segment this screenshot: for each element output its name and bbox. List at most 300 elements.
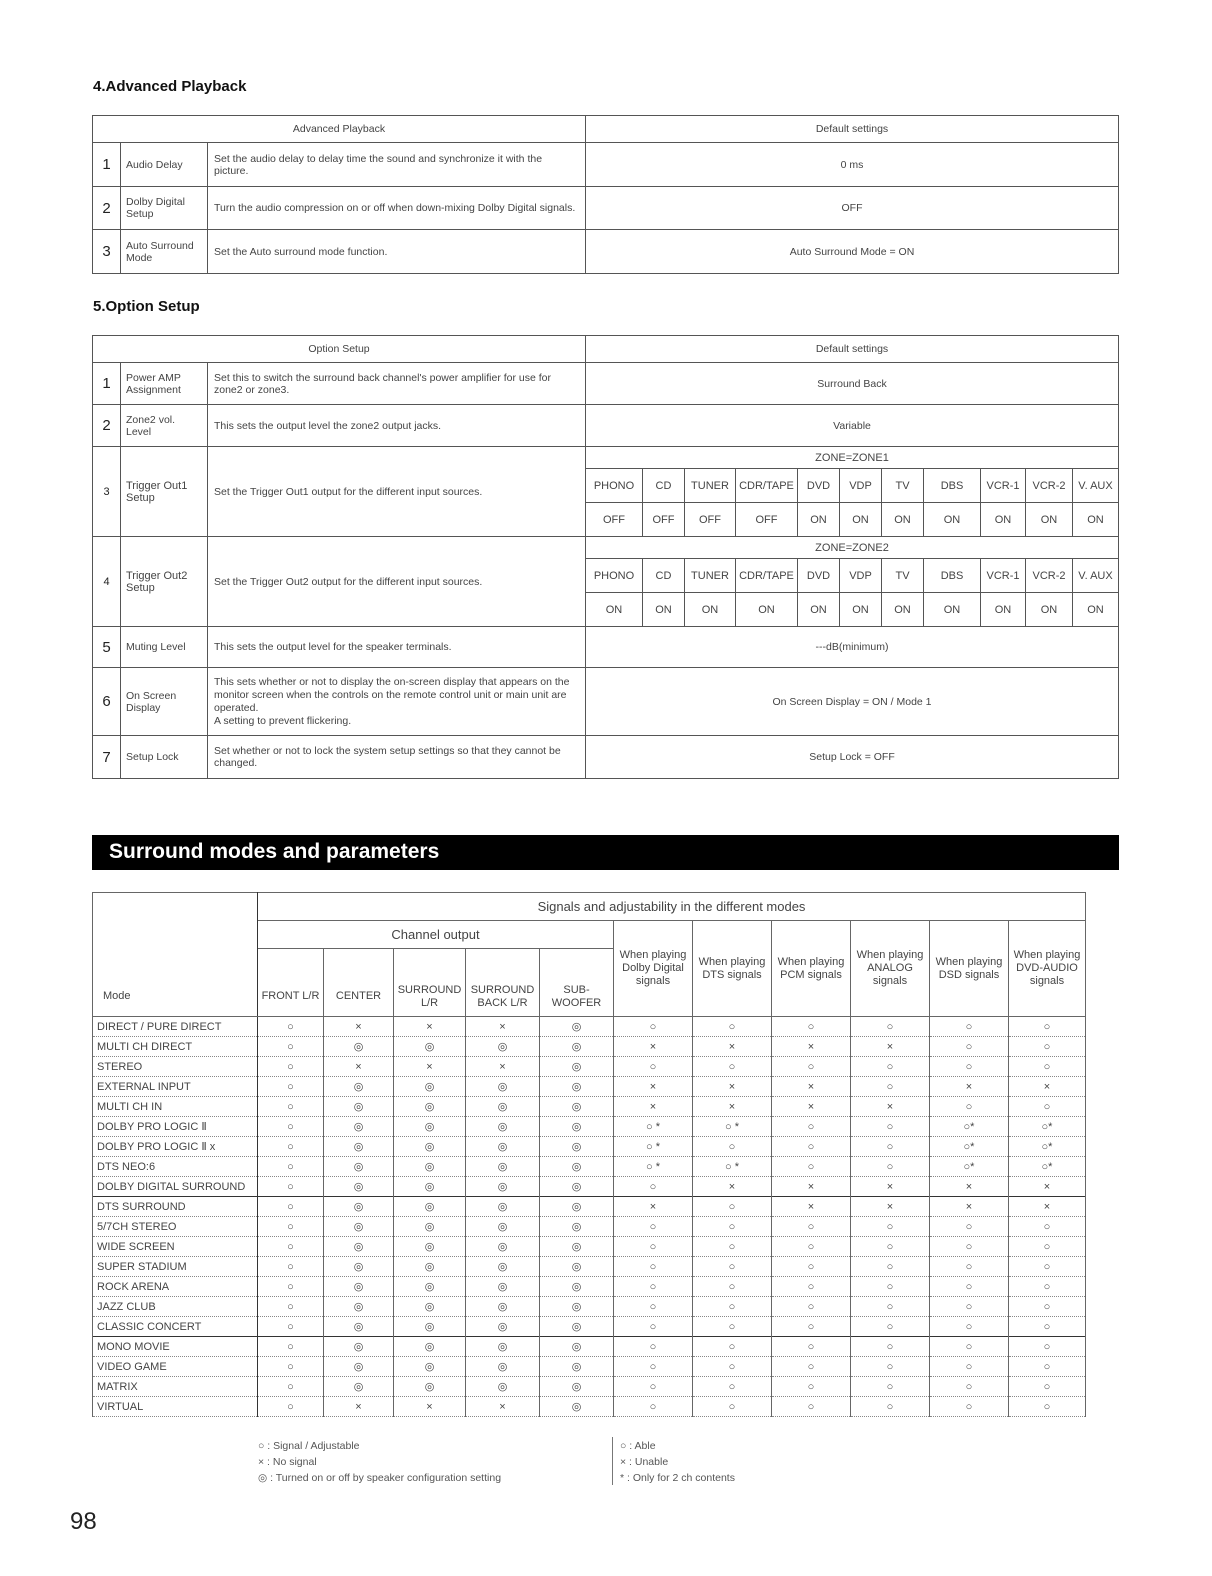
mode-value: ◎ xyxy=(466,1357,540,1377)
setting-name: Auto Surround Mode xyxy=(121,230,208,274)
table-row xyxy=(93,1197,1086,1217)
mode-value: ◎ xyxy=(540,1197,614,1217)
mode-value: ○ xyxy=(1009,1297,1086,1317)
mode-value: × xyxy=(1009,1077,1086,1097)
row-number: 5 xyxy=(93,627,121,668)
trigger-value: ON xyxy=(798,503,840,537)
mode-value: ◎ xyxy=(540,1237,614,1257)
setting-name: Audio Delay xyxy=(121,143,208,187)
source-vdp: VDP xyxy=(840,559,882,593)
mode-value: ◎ xyxy=(540,1157,614,1177)
mode-value: × xyxy=(614,1077,693,1097)
table-row xyxy=(93,1297,1086,1317)
mode-value: × xyxy=(324,1057,394,1077)
legend-item: ○ : Able xyxy=(620,1440,656,1452)
mode-value: ○ xyxy=(258,1097,324,1117)
source-vdp: VDP xyxy=(840,469,882,503)
setting-description: This sets the output level for the speaker terminals. xyxy=(208,627,586,668)
mode-value: ◎ xyxy=(394,1337,466,1357)
source-vcr-2: VCR-2 xyxy=(1026,469,1073,503)
mode-name: MATRIX xyxy=(93,1377,258,1397)
setting-description: Set the audio delay to delay time the sound and synchronize it with the picture. xyxy=(208,143,586,187)
mode-value: ◎ xyxy=(540,1057,614,1077)
mode-value: × xyxy=(394,1017,466,1037)
setting-name: Muting Level xyxy=(121,627,208,668)
mode-value: × xyxy=(1009,1197,1086,1217)
table-row xyxy=(93,1257,1086,1277)
mode-value: ◎ xyxy=(466,1297,540,1317)
table-row xyxy=(93,447,1119,469)
mode-value: ○ xyxy=(772,1297,851,1317)
mode-value: ◎ xyxy=(324,1117,394,1137)
mode-value: ○ xyxy=(614,1317,693,1337)
mode-value: × xyxy=(772,1097,851,1117)
source-tv: TV xyxy=(882,559,924,593)
mode-value: ○ xyxy=(258,1057,324,1077)
mode-value: × xyxy=(324,1397,394,1417)
mode-value: ○ xyxy=(930,1097,1009,1117)
mode-value: ◎ xyxy=(540,1037,614,1057)
table-row xyxy=(93,1097,1086,1117)
legend-item: * : Only for 2 ch contents xyxy=(620,1472,735,1484)
legend-right xyxy=(620,1438,735,1486)
mode-value: × xyxy=(693,1077,772,1097)
mode-value: ○ xyxy=(1009,1257,1086,1277)
mode-name: VIRTUAL xyxy=(93,1397,258,1417)
legend-item: ◎ : Turned on or off by speaker configuration setting xyxy=(258,1472,502,1484)
mode-value: ◎ xyxy=(324,1157,394,1177)
col-header-dvd-audio: When playing DVD-AUDIO signals xyxy=(1009,921,1086,1017)
mode-value: ○ xyxy=(1009,1377,1086,1397)
mode-value: ○ xyxy=(693,1317,772,1337)
mode-value: ◎ xyxy=(466,1217,540,1237)
mode-value: ◎ xyxy=(540,1077,614,1097)
mode-value: ◎ xyxy=(324,1197,394,1217)
col-header-dts: When playing DTS signals xyxy=(693,921,772,1017)
mode-value: ◎ xyxy=(466,1157,540,1177)
mode-value: ◎ xyxy=(466,1037,540,1057)
trigger-value: ON xyxy=(1026,503,1073,537)
mode-value: ○ xyxy=(614,1337,693,1357)
table-row xyxy=(93,187,1119,230)
mode-value: ○ xyxy=(1009,1037,1086,1057)
mode-value: ○ xyxy=(693,1277,772,1297)
mode-value: × xyxy=(466,1057,540,1077)
source-tuner: TUNER xyxy=(685,559,736,593)
mode-value: × xyxy=(394,1397,466,1417)
surround-modes-banner xyxy=(92,835,1119,870)
mode-value: ◎ xyxy=(540,1297,614,1317)
mode-value: ○ xyxy=(258,1077,324,1097)
table-row xyxy=(93,537,1119,559)
mode-value: ◎ xyxy=(466,1277,540,1297)
section-title-option-setup: 5.Option Setup xyxy=(93,298,200,315)
mode-value: ○ xyxy=(693,1137,772,1157)
table-row xyxy=(93,1017,1086,1037)
mode-value: ○ xyxy=(693,1297,772,1317)
mode-value: ○ * xyxy=(614,1137,693,1157)
mode-value: × xyxy=(772,1197,851,1217)
default-value: ---dB(minimum) xyxy=(586,627,1119,668)
mode-value: ◎ xyxy=(324,1137,394,1157)
mode-value: ○ xyxy=(258,1117,324,1137)
trigger-value: ON xyxy=(685,593,736,627)
mode-value: ◎ xyxy=(540,1277,614,1297)
mode-value: ○ xyxy=(614,1277,693,1297)
trigger-value: ON xyxy=(882,503,924,537)
setting-name: Trigger Out2 Setup xyxy=(121,537,208,627)
mode-value: ◎ xyxy=(324,1377,394,1397)
mode-value: ○ xyxy=(258,1377,324,1397)
mode-name: MULTI CH IN xyxy=(93,1097,258,1117)
source-dbs: DBS xyxy=(924,469,981,503)
mode-value: ◎ xyxy=(324,1257,394,1277)
mode-value: × xyxy=(772,1077,851,1097)
setting-description: Turn the audio compression on or off when down-mixing Dolby Digital signals. xyxy=(208,187,586,230)
mode-value: ○ xyxy=(614,1297,693,1317)
table-row xyxy=(93,1037,1086,1057)
banner-title: Surround modes and parameters xyxy=(109,840,440,863)
mode-value: ○ xyxy=(258,1217,324,1237)
mode-value: ○ xyxy=(851,1397,930,1417)
mode-value: ○ xyxy=(693,1397,772,1417)
mode-value: ○ xyxy=(258,1337,324,1357)
trigger-value: ON xyxy=(643,593,685,627)
description-text: This sets whether or not to display the on-screen display that appears on the monitor screen when the controls on the remote control unit or main unit are operated. xyxy=(214,675,570,714)
mode-name: DOLBY PRO LOGIC Ⅱ x xyxy=(93,1137,258,1157)
mode-value: ○ xyxy=(693,1197,772,1217)
source-tuner: TUNER xyxy=(685,469,736,503)
mode-value: ◎ xyxy=(394,1137,466,1157)
mode-value: ◎ xyxy=(394,1197,466,1217)
mode-value: ○ xyxy=(614,1357,693,1377)
mode-value: ◎ xyxy=(394,1257,466,1277)
table-row xyxy=(93,1117,1086,1137)
row-number: 3 xyxy=(93,447,121,537)
source-cdr-tape: CDR/TAPE xyxy=(736,469,798,503)
mode-value: ○ xyxy=(258,1137,324,1157)
mode-value: × xyxy=(851,1197,930,1217)
mode-value: × xyxy=(614,1197,693,1217)
mode-value: × xyxy=(614,1097,693,1117)
mode-value: ○ xyxy=(930,1397,1009,1417)
trigger-value: ON xyxy=(840,593,882,627)
trigger-value: ON xyxy=(1073,503,1119,537)
mode-name: DTS NEO:6 xyxy=(93,1157,258,1177)
col-header-option-setup: Option Setup xyxy=(93,336,586,363)
mode-value: ◎ xyxy=(324,1277,394,1297)
table-row xyxy=(93,143,1119,187)
trigger-value: ON xyxy=(924,593,981,627)
mode-value: ◎ xyxy=(466,1137,540,1157)
col-header-subwoofer: SUB-WOOFER xyxy=(540,949,614,1017)
source-cd: CD xyxy=(643,559,685,593)
mode-value: ◎ xyxy=(324,1317,394,1337)
source-vcr-1: VCR-1 xyxy=(981,469,1026,503)
trigger-value: ON xyxy=(736,593,798,627)
mode-value: ◎ xyxy=(324,1097,394,1117)
mode-value: ○ xyxy=(258,1257,324,1277)
mode-value: ○ xyxy=(1009,1397,1086,1417)
mode-value: ○ xyxy=(851,1277,930,1297)
mode-value: ○ xyxy=(693,1337,772,1357)
row-number: 1 xyxy=(93,143,121,187)
setting-description: Set the Auto surround mode function. xyxy=(208,230,586,274)
mode-value: ○ xyxy=(772,1217,851,1237)
mode-value: ◎ xyxy=(394,1277,466,1297)
source-vcr-2: VCR-2 xyxy=(1026,559,1073,593)
mode-name: DOLBY DIGITAL SURROUND xyxy=(93,1177,258,1197)
mode-value: ○ * xyxy=(614,1117,693,1137)
mode-value: ○ xyxy=(851,1057,930,1077)
trigger-value: ON xyxy=(1026,593,1073,627)
setting-description xyxy=(208,668,586,736)
table-row xyxy=(93,363,1119,405)
mode-value: ○ xyxy=(930,1237,1009,1257)
mode-value: ○ xyxy=(772,1397,851,1417)
mode-value: × xyxy=(1009,1177,1086,1197)
table-row xyxy=(93,405,1119,447)
mode-value: ◎ xyxy=(540,1017,614,1037)
source-dvd: DVD xyxy=(798,469,840,503)
legend-item: × : Unable xyxy=(620,1456,669,1468)
mode-value: ○ xyxy=(1009,1337,1086,1357)
mode-value: ○ xyxy=(1009,1317,1086,1337)
mode-value: ○* xyxy=(1009,1117,1086,1137)
mode-value: ◎ xyxy=(394,1237,466,1257)
mode-value: ○ xyxy=(258,1237,324,1257)
row-number: 2 xyxy=(93,405,121,447)
mode-value: ○ xyxy=(1009,1017,1086,1037)
col-header-surround: SURROUND L/R xyxy=(394,949,466,1017)
setting-name: Setup Lock xyxy=(121,736,208,779)
mode-value: ◎ xyxy=(394,1377,466,1397)
mode-value: ○ xyxy=(614,1177,693,1197)
mode-value: ◎ xyxy=(540,1217,614,1237)
trigger-value: OFF xyxy=(685,503,736,537)
mode-value: ○ xyxy=(1009,1097,1086,1117)
mode-value: ○ xyxy=(258,1357,324,1377)
trigger-value: ON xyxy=(586,593,643,627)
mode-value: ○* xyxy=(930,1137,1009,1157)
source-dbs: DBS xyxy=(924,559,981,593)
trigger-value: OFF xyxy=(643,503,685,537)
mode-value: × xyxy=(693,1097,772,1117)
mode-value: ○ xyxy=(614,1217,693,1237)
trigger-value: ON xyxy=(840,503,882,537)
trigger-value: OFF xyxy=(736,503,798,537)
mode-value: ◎ xyxy=(394,1037,466,1057)
mode-name: STEREO xyxy=(93,1057,258,1077)
source-v-aux: V. AUX xyxy=(1073,559,1119,593)
mode-value: ○ xyxy=(851,1237,930,1257)
mode-value: × xyxy=(693,1037,772,1057)
table-row xyxy=(93,668,1119,736)
row-number: 4 xyxy=(93,537,121,627)
mode-value: × xyxy=(466,1017,540,1037)
mode-value: ◎ xyxy=(466,1077,540,1097)
mode-value: ○ xyxy=(851,1317,930,1337)
mode-value: ○ xyxy=(772,1057,851,1077)
mode-name: 5/7CH STEREO xyxy=(93,1217,258,1237)
table-row xyxy=(93,1137,1086,1157)
mode-value: ○ xyxy=(930,1317,1009,1337)
mode-value: × xyxy=(614,1037,693,1057)
mode-value: ○* xyxy=(1009,1137,1086,1157)
row-number: 6 xyxy=(93,668,121,736)
zone-label: ZONE=ZONE1 xyxy=(586,447,1119,469)
mode-value: ○ xyxy=(851,1077,930,1097)
table-row xyxy=(93,1377,1086,1397)
table-row xyxy=(93,1397,1086,1417)
mode-value: ○ xyxy=(851,1137,930,1157)
trigger-value: ON xyxy=(981,503,1026,537)
mode-value: ○ xyxy=(930,1277,1009,1297)
mode-value: ○ xyxy=(1009,1217,1086,1237)
mode-value: ◎ xyxy=(466,1237,540,1257)
trigger-value: ON xyxy=(882,593,924,627)
col-header-dolby-digital: When playing Dolby Digital signals xyxy=(614,921,693,1017)
mode-value: ○ xyxy=(930,1377,1009,1397)
mode-value: × xyxy=(851,1177,930,1197)
mode-value: ○ xyxy=(772,1257,851,1277)
option-setup-table xyxy=(92,335,1119,779)
mode-value: ◎ xyxy=(324,1297,394,1317)
mode-value: ○ xyxy=(258,1297,324,1317)
mode-value: ○ xyxy=(693,1237,772,1257)
mode-value: ◎ xyxy=(324,1237,394,1257)
mode-value: ◎ xyxy=(394,1357,466,1377)
mode-name: ROCK ARENA xyxy=(93,1277,258,1297)
row-number: 1 xyxy=(93,363,121,405)
table-row xyxy=(93,1317,1086,1337)
mode-value: ○ xyxy=(930,1357,1009,1377)
mode-value: ◎ xyxy=(466,1257,540,1277)
mode-value: × xyxy=(930,1177,1009,1197)
default-value: Setup Lock = OFF xyxy=(586,736,1119,779)
table-row xyxy=(93,1337,1086,1357)
mode-value: ◎ xyxy=(540,1137,614,1157)
mode-value: × xyxy=(394,1057,466,1077)
mode-value: ○ xyxy=(930,1037,1009,1057)
mode-value: ◎ xyxy=(324,1337,394,1357)
mode-value: ○ xyxy=(1009,1057,1086,1077)
mode-value: ○ xyxy=(772,1157,851,1177)
col-header-dsd: When playing DSD signals xyxy=(930,921,1009,1017)
setting-name: On Screen Display xyxy=(121,668,208,736)
mode-name: SUPER STADIUM xyxy=(93,1257,258,1277)
mode-value: ○ xyxy=(258,1317,324,1337)
mode-value: ○ xyxy=(851,1257,930,1277)
col-header-center: CENTER xyxy=(324,949,394,1017)
mode-value: ○ xyxy=(258,1277,324,1297)
mode-value: ○ xyxy=(1009,1357,1086,1377)
mode-value: ○ xyxy=(614,1057,693,1077)
mode-value: ○ xyxy=(772,1377,851,1397)
trigger-value: OFF xyxy=(586,503,643,537)
setting-name: Dolby Digital Setup xyxy=(121,187,208,230)
mode-value: ◎ xyxy=(324,1037,394,1057)
mode-value: ◎ xyxy=(540,1097,614,1117)
mode-value: ○ xyxy=(614,1017,693,1037)
trigger-value: ON xyxy=(981,593,1026,627)
setting-name: Trigger Out1 Setup xyxy=(121,447,208,537)
legend-item: × : No signal xyxy=(258,1456,317,1468)
mode-name: MULTI CH DIRECT xyxy=(93,1037,258,1057)
default-value: 0 ms xyxy=(586,143,1119,187)
trigger-value: ON xyxy=(798,593,840,627)
mode-value: ○ xyxy=(772,1237,851,1257)
table-row xyxy=(93,1237,1086,1257)
mode-value: ○* xyxy=(1009,1157,1086,1177)
mode-value: ◎ xyxy=(540,1357,614,1377)
mode-header: Mode xyxy=(93,893,258,1017)
setting-name: Power AMP Assignment xyxy=(121,363,208,405)
table-row xyxy=(93,1177,1086,1197)
mode-value: ○ xyxy=(693,1017,772,1037)
col-header-advanced-playback: Advanced Playback xyxy=(93,116,586,143)
mode-value: ◎ xyxy=(394,1177,466,1197)
setting-description: Set the Trigger Out1 output for the different input sources. xyxy=(208,447,586,537)
mode-value: ○ xyxy=(772,1017,851,1037)
mode-value: ◎ xyxy=(466,1117,540,1137)
mode-value: × xyxy=(851,1037,930,1057)
mode-value: × xyxy=(930,1197,1009,1217)
mode-value: ○ xyxy=(772,1277,851,1297)
mode-value: ○ xyxy=(930,1257,1009,1277)
mode-value: ○ xyxy=(930,1217,1009,1237)
mode-value: ○ xyxy=(614,1397,693,1417)
source-tv: TV xyxy=(882,469,924,503)
surround-modes-table xyxy=(92,892,1086,1417)
section-title-advanced-playback: 4.Advanced Playback xyxy=(93,78,247,95)
mode-value: ○ xyxy=(1009,1277,1086,1297)
mode-value: ○ xyxy=(1009,1237,1086,1257)
mode-value: ○ xyxy=(851,1357,930,1377)
mode-value: ◎ xyxy=(324,1357,394,1377)
mode-value: ○ xyxy=(258,1197,324,1217)
setting-name: Zone2 vol. Level xyxy=(121,405,208,447)
table-row xyxy=(93,1157,1086,1177)
mode-value: ○* xyxy=(930,1157,1009,1177)
default-value: OFF xyxy=(586,187,1119,230)
mode-value: × xyxy=(772,1177,851,1197)
mode-value: × xyxy=(693,1177,772,1197)
mode-value: ◎ xyxy=(540,1177,614,1197)
table-row xyxy=(93,1217,1086,1237)
mode-value: ◎ xyxy=(394,1297,466,1317)
row-number: 2 xyxy=(93,187,121,230)
table-row xyxy=(93,736,1119,779)
mode-value: ◎ xyxy=(394,1217,466,1237)
mode-value: ◎ xyxy=(394,1157,466,1177)
legend-item: ○ : Signal / Adjustable xyxy=(258,1440,360,1452)
col-header-surround-back: SURROUND BACK L/R xyxy=(466,949,540,1017)
mode-value: ◎ xyxy=(324,1217,394,1237)
mode-value: ○ xyxy=(772,1117,851,1137)
mode-value: ○ xyxy=(772,1357,851,1377)
mode-value: ○ xyxy=(614,1377,693,1397)
table-row xyxy=(93,1357,1086,1377)
mode-value: ◎ xyxy=(466,1317,540,1337)
signals-header: Signals and adjustability in the different modes xyxy=(258,893,1086,921)
mode-value: ◎ xyxy=(394,1077,466,1097)
mode-name: VIDEO GAME xyxy=(93,1357,258,1377)
mode-value: ◎ xyxy=(394,1117,466,1137)
mode-value: ◎ xyxy=(466,1337,540,1357)
channel-output-header: Channel output xyxy=(258,921,614,949)
mode-value: ◎ xyxy=(466,1177,540,1197)
